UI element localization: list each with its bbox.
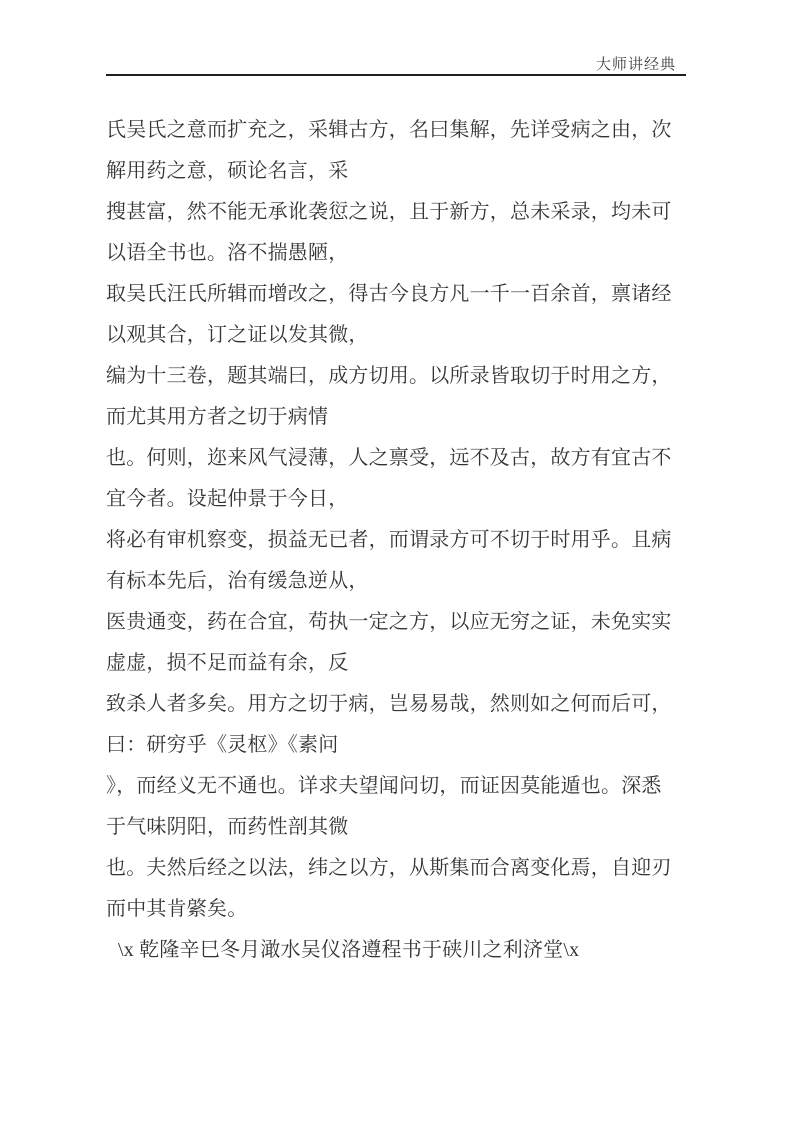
- text-line: 致杀人者多矣。用方之切于病，岂易易哉，然则如之何而后可，: [106, 693, 672, 715]
- text-line: 而中其肯綮矣。: [106, 898, 248, 920]
- text-line: 也。何则，迩来风气浸薄，人之禀受，远不及古，故方有宜古不: [106, 447, 672, 469]
- text-line: 搜甚富，然不能无承讹袭愆之说，且于新方，总未采录，均未可: [106, 201, 672, 223]
- text-line: 以语全书也。洛不揣愚陋，: [106, 242, 349, 264]
- text-line: 取吴氏汪氏所辑而增改之，得古今良方凡一千一百余首，禀诸经: [106, 283, 672, 305]
- text-line: 有标本先后，治有缓急逆从，: [106, 570, 369, 592]
- text-line: 医贵通变，药在合宜，苟执一定之方，以应无穷之证，未免实实: [106, 611, 672, 633]
- header-title: 大师讲经典: [595, 57, 676, 73]
- text-line: 而尤其用方者之切于病情: [106, 406, 329, 428]
- text-line: 曰：研穷乎《灵枢》《素问: [106, 734, 339, 756]
- text-line: 宜今者。设起仲景于今日，: [106, 488, 349, 510]
- text-line: 于气味阴阳，而药性剖其微: [106, 816, 349, 838]
- signature-line: \x 乾隆辛巳冬月澉水吴仪洛遵程书于硖川之利济堂\x: [118, 939, 580, 961]
- text-line: 氏吴氏之意而扩充之，采辑古方，名曰集解，先详受病之由，次: [106, 119, 672, 141]
- text-line: 将必有审机察变，损益无已者，而谓录方可不切于时用乎。且病: [106, 529, 672, 551]
- text-line: 虚虚，损不足而益有余，反: [106, 652, 349, 674]
- text-line: 以观其合，订之证以发其微，: [106, 324, 369, 346]
- text-line: 解用药之意，硕论名言，采: [106, 160, 349, 182]
- text-line: 编为十三卷，题其端曰，成方切用。以所录皆取切于时用之方，: [106, 365, 672, 387]
- text-line: 也。夫然后经之以法，纬之以方，从斯集而合离变化焉，自迎刃: [106, 857, 672, 879]
- header-rule: [106, 74, 686, 76]
- text-line: 》，而经义无不通也。详求夫望闻问切，而证因莫能遁也。深悉: [106, 775, 662, 797]
- document-body: [106, 110, 696, 971]
